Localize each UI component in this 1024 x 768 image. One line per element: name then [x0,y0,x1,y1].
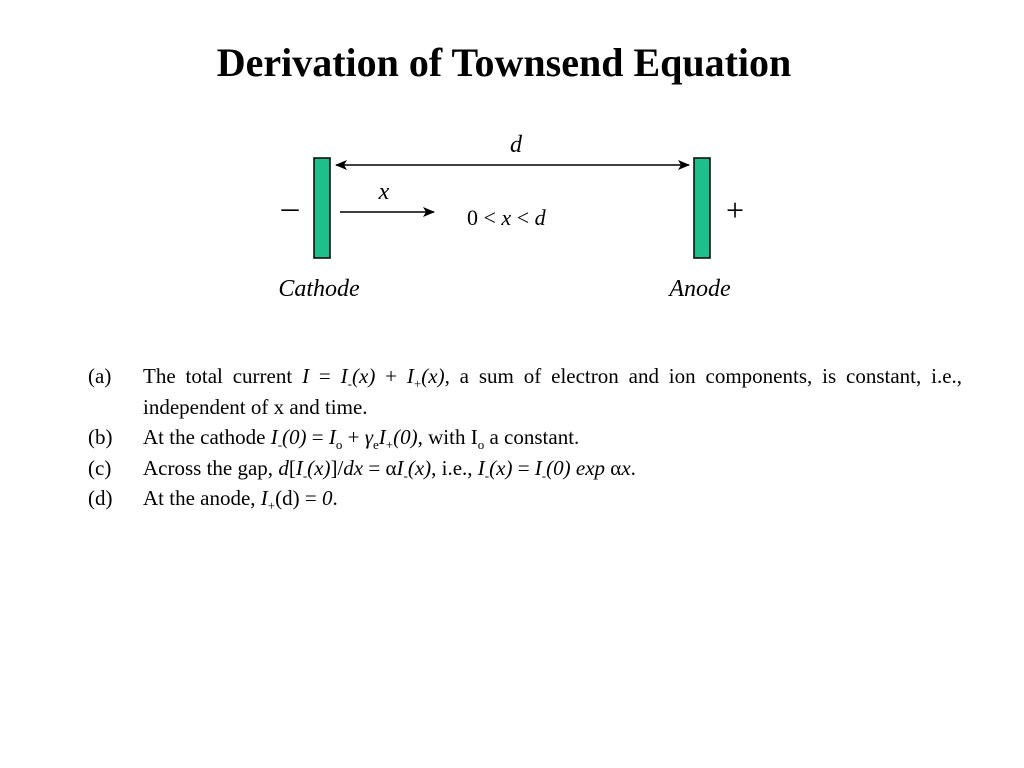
position-label: x [378,179,390,205]
step-marker: (d) [88,486,113,510]
slide-title: Derivation of Townsend Equation [216,40,792,85]
range-label [467,205,547,230]
step-text: Across the gap, $d[I_-(x)]/dx = \alpha I_-(x)$, i.e., $I_-(x) = I_-(0)$ exp αx. [143,455,636,483]
step-b [88,422,962,453]
range-var-x: x [501,205,512,230]
anode-label: Anode [669,276,731,302]
townsend-gap-diagram [0,0,1024,330]
step-text: The total current $I = I_-(x) + I_+(x)$, a sum of electron and ion components, is constant, i.e., independent of x and time. [143,364,963,419]
step-marker: (a) [88,364,112,388]
anode-plate [694,158,710,258]
range-part-a: 0 < [467,205,502,230]
range-part-b: < [511,205,535,230]
anode-plus-sign: + [725,192,745,228]
cathode-plate [314,158,330,258]
step-text: At the anode, $I_+(d) = 0$. [143,486,338,513]
cathode-label: Cathode [278,276,360,302]
step-marker: (b) [88,425,113,449]
step-text: At the cathode $I_-(0) = I_o + \gamma_eI_+(0)$, with $I_o$ a constant. [143,425,580,452]
step-d [88,483,962,514]
derivation-steps [88,361,962,514]
gap-label: d [510,132,522,158]
step-a [88,361,962,422]
cathode-minus-sign: – [281,189,299,226]
step-marker: (c) [88,455,112,480]
step-c [88,453,962,484]
range-var-d: d [534,205,546,230]
